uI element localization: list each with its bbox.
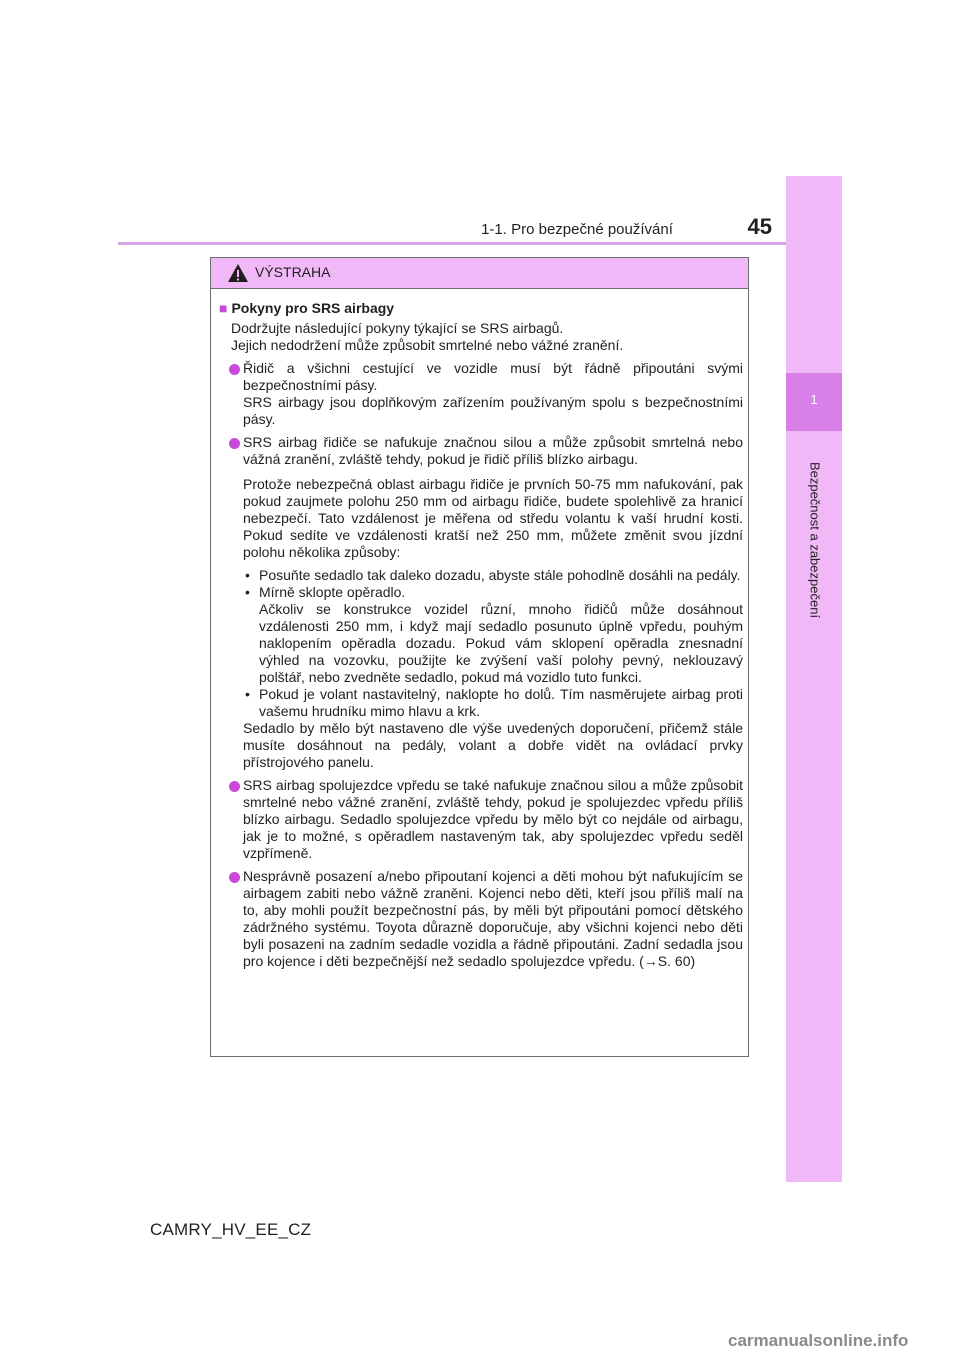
intro-line-2: Jejich nedodržení může způsobit smrtelné nebo vážné zranění. — [231, 337, 624, 353]
side-tab — [786, 176, 842, 1182]
warning-triangle-icon — [227, 263, 249, 283]
bullet-dot-icon — [229, 872, 240, 883]
bullet-text: SRS airbagy jsou doplňkovým zařízením používaným spolu s bezpečnostními pásy. — [243, 394, 743, 427]
warning-header — [211, 258, 748, 289]
bullet-seatbelts — [219, 360, 743, 428]
section-header: 1-1. Pro bezpečné používání — [481, 221, 673, 238]
watermark[interactable]: carmanualsonline.info — [728, 1331, 909, 1350]
section-title-text: Pokyny pro SRS airbagy — [231, 300, 395, 316]
warning-title: VÝSTRAHA — [255, 264, 331, 280]
square-bullet-icon: ■ — [219, 300, 228, 316]
list-item-detail: Ačkoliv se konstrukce vozidel různí, mnoho řidičů může dosáhnout vzdálenosti 250 mm, i když mají sedadlo posunuto úplně vpředu, pouhým naklopením opěradla dozadu. Pokud vám sklopení opěradla znesnadní výhled na vozovku, použijte ke zvýšení vaší polohy pevný, neklouzavý polštář, nebo zvedněte sedadlo, pokud má vozidlo tuto funkci. — [259, 601, 743, 685]
seating-options-list — [243, 567, 743, 720]
side-tab-label: Bezpečnost a zabezpečení — [807, 461, 823, 619]
warning-content — [219, 300, 743, 970]
bullet-text: Řidič a všichni cestující ve vozidle musí být řádně připoutáni svými bezpečnostními pásy. — [243, 360, 743, 393]
warning-box — [210, 257, 749, 1057]
side-tab-label-wrap — [786, 430, 842, 650]
bullet-dot-icon — [229, 438, 240, 449]
bullet-children — [219, 868, 743, 970]
bullet-text: SRS airbag řidiče se nafukuje značnou silou a může způsobit smrtelná nebo vážná zranění, zvláště tehdy, pokud je řidič příliš blízko airbagu. — [243, 434, 743, 467]
distance-paragraph: Protože nebezpečná oblast airbagu řidiče je prvních 50-75 mm nafukování, pak pokud zaujmete polohu 250 mm od airbagu řidiče, budete spolehlivě za hranicí nebezpečí. Tato vzdálenost je měřena od středu volantu k vaší hrudní kosti. Pokud sedíte ve vzdálenosti kratší než 250 mm, můžete změnit svou jízdní polohu několika způsoby: — [243, 476, 743, 560]
header-divider — [118, 242, 786, 245]
intro-line-1: Dodržujte následující pokyny týkající se SRS airbagů. — [231, 320, 564, 336]
section-title — [219, 300, 743, 317]
bullet-driver-airbag — [219, 434, 743, 468]
list-item-text: Posuňte sedadlo tak daleko dozadu, abyste stále pohodlně dosáhli na pedály. — [259, 567, 741, 583]
page-number: 45 — [747, 214, 772, 239]
list-marker: • — [245, 584, 250, 600]
bullet-dot-icon — [229, 364, 240, 375]
list-item-text: Pokud je volant nastavitelný, naklopte ho dolů. Tím nasměrujete airbag proti vašemu hrudníku mimo hlavu a krk. — [259, 686, 743, 719]
list-item — [243, 567, 743, 584]
seat-adjust-paragraph: Sedadlo by mělo být nastaveno dle výše uvedených doporučení, přičemž stále musíte dosáhnout na pedály, volant a dobře vidět na ovládací prvky přístrojového panelu. — [243, 720, 743, 770]
bullet-text: SRS airbag spolujezdce vpředu se také nafukuje značnou silou a může způsobit smrtelné nebo vážné zranění, zvláště tehdy, pokud je spolujezdec vpředu příliš blízko airbagu. Sedadlo spolujezdce vpředu by mělo být co nejdále od airbagu, jak je to možné, s opěradlem nastaveným tak, aby spolujezdec vpředu seděl vzpřímeně. — [243, 777, 743, 861]
footer-manual-code: CAMRY_HV_EE_CZ — [150, 1220, 312, 1239]
list-item — [243, 686, 743, 720]
side-tab-chapter-number[interactable]: 1 — [786, 373, 842, 431]
bullet-dot-icon — [229, 781, 240, 792]
list-item — [243, 584, 743, 686]
bullet-passenger-airbag — [219, 777, 743, 862]
bullet-text: Nesprávně posazení a/nebo připoutaní kojenci a děti mohou být nafukujícím se airbagem zabiti nebo vážně zraněni. Kojenci nebo děti, kteří jsou příliš malí na to, aby mohli použít bezpečnostní pás, by měli být připoutáni pomocí dětského zádržného systému. Toyota důrazně doporučuje, aby všichni kojenci nebo děti byli posazeni na zadním sedadle vozidla a řádně připoutáni. Zadní sedadla jsou pro kojence i děti bezpečnější než sedadlo spolujezdce vpředu. (→S. 60) — [243, 868, 743, 969]
list-marker: • — [245, 567, 250, 583]
list-item-text: Mírně sklopte opěradlo. — [259, 584, 406, 600]
list-marker: • — [245, 686, 250, 702]
